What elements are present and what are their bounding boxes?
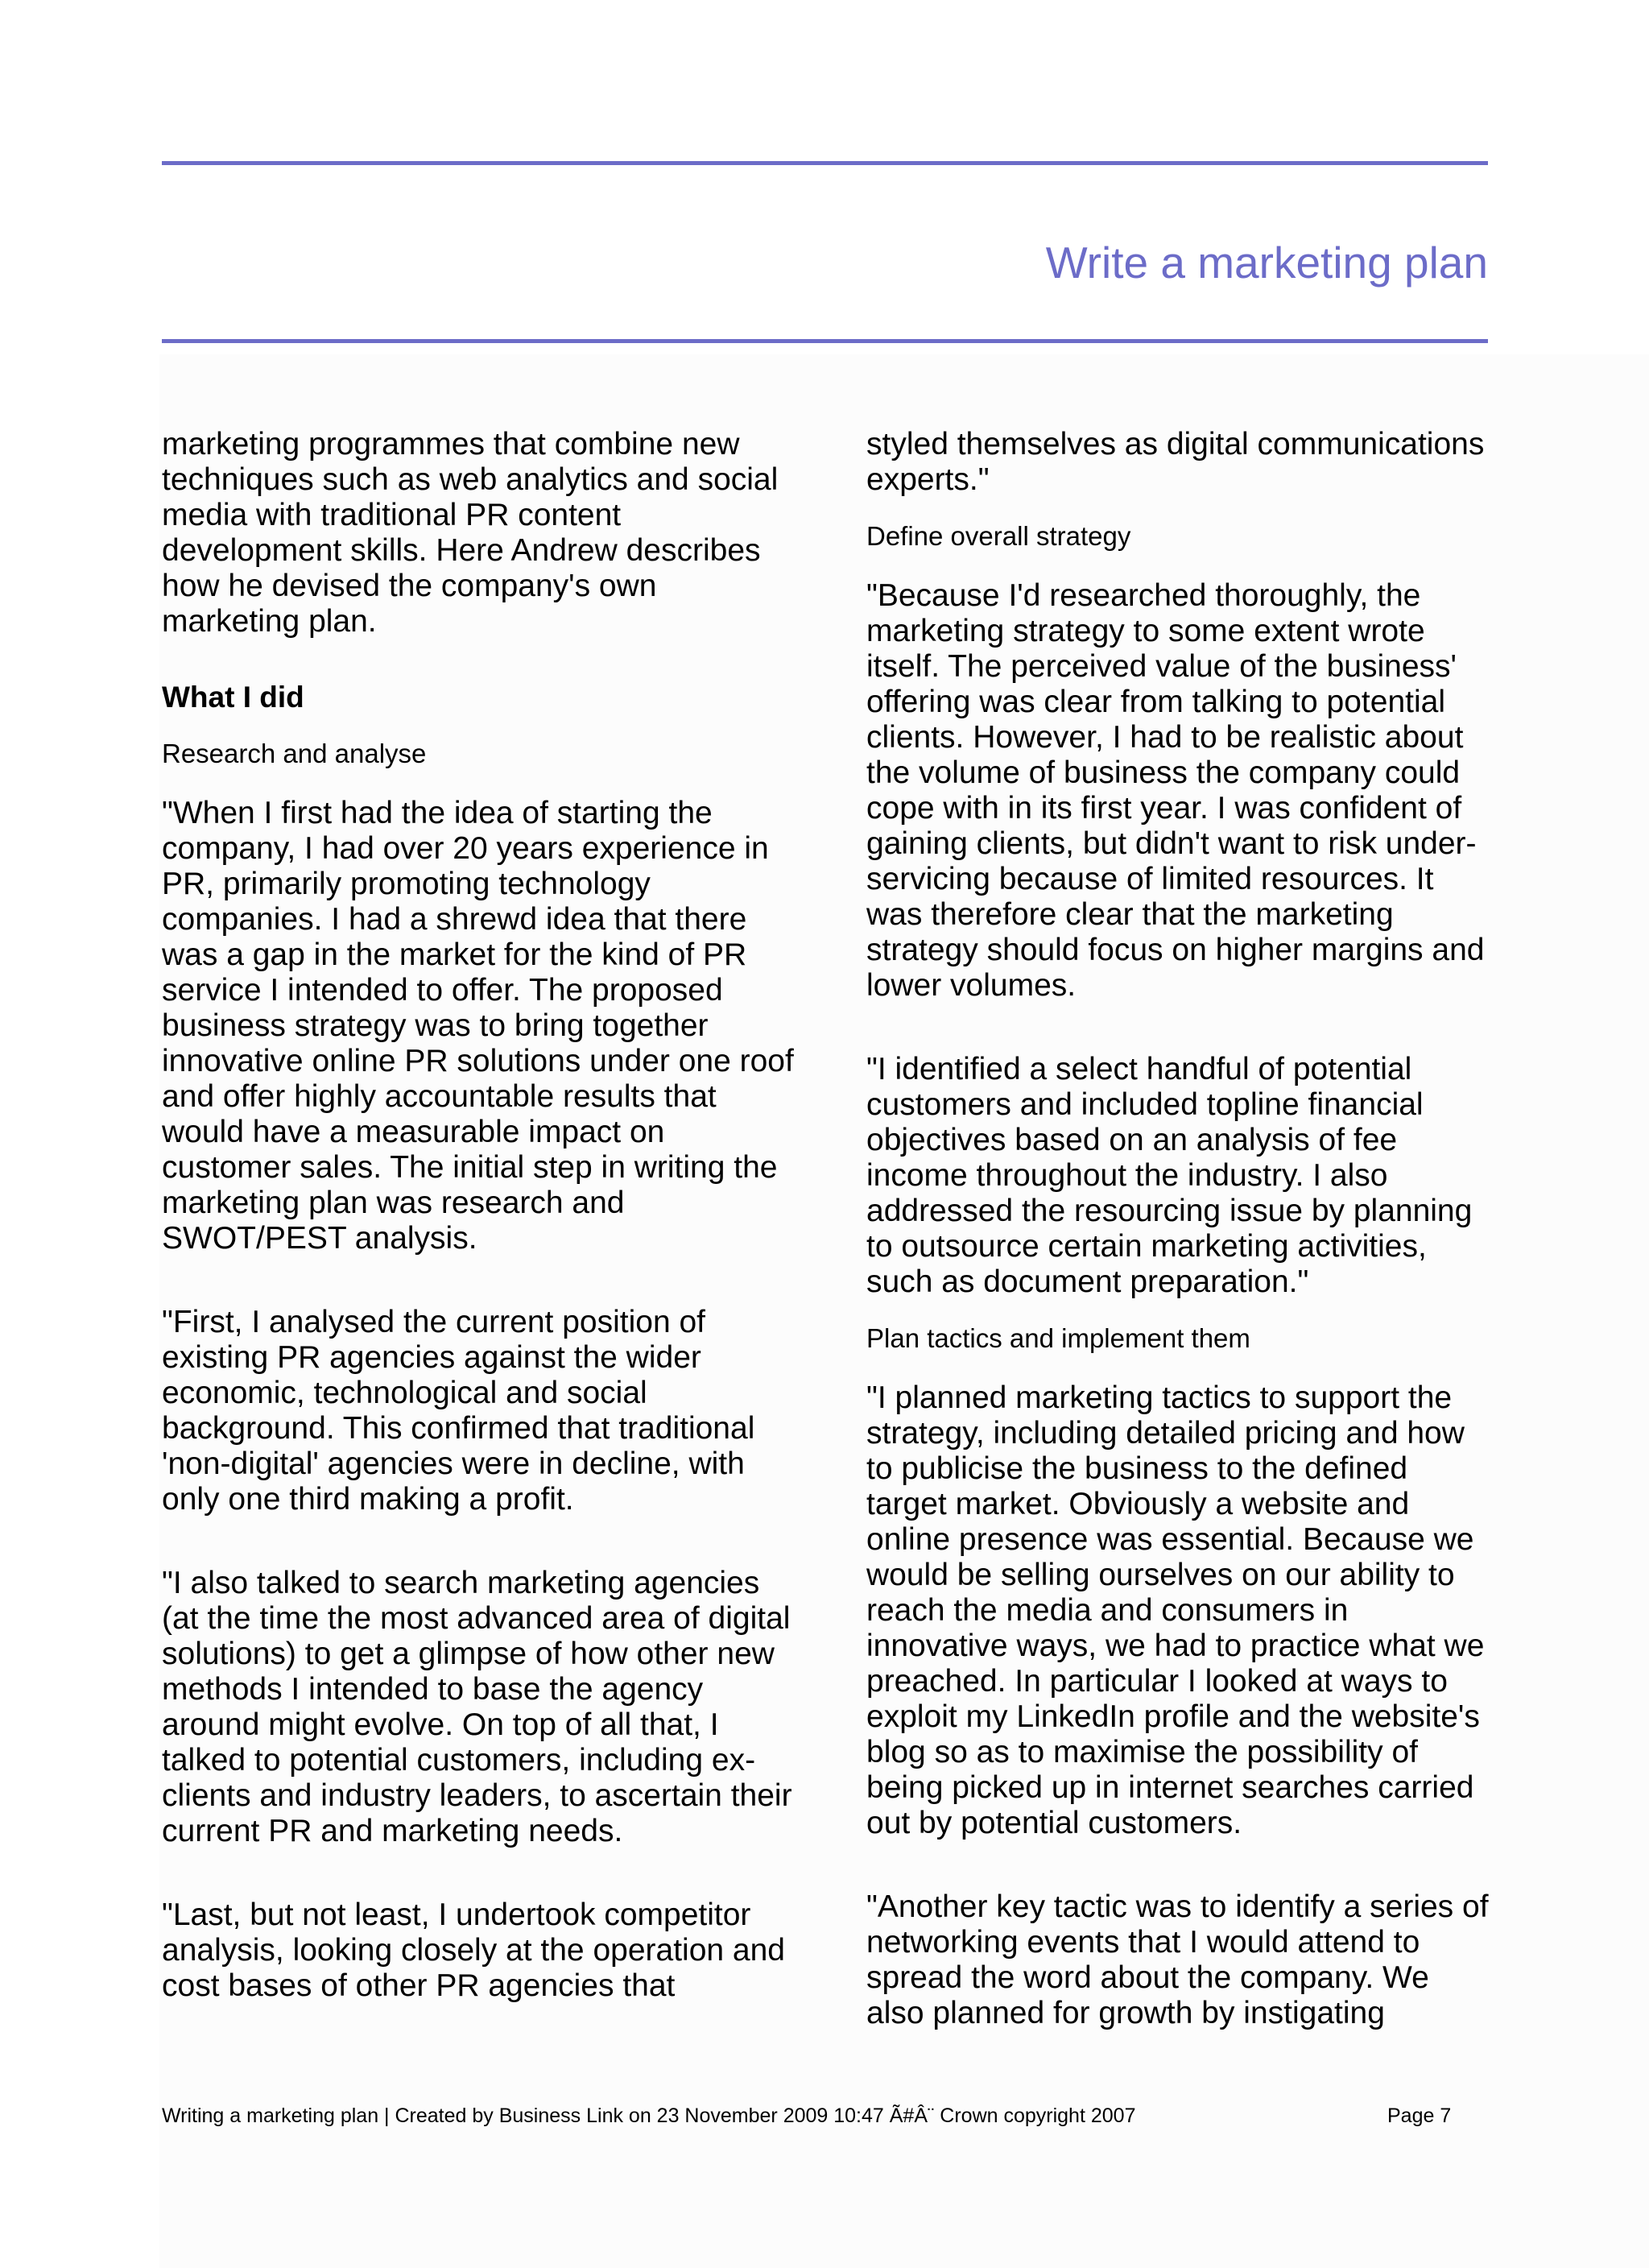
body-paragraph: "First, I analysed the current position of existing PR agencies against the wider economic, technological and social background. This confirmed that traditional 'non-digital' agencies were in decline, with only one third making a profit.: [162, 1305, 755, 1517]
subheading-strategy: Define overall strategy: [866, 521, 1131, 551]
left-column: [162, 427, 798, 2004]
header-rule-bottom: [162, 339, 1488, 343]
body-paragraph: "I planned marketing tactics to support the strategy, including detailed pricing and how to publicise the business to the defined target market. Obviously a website and online presence was essential. Because we would be selling ourselves on our ability to reach the media and consumers in innovative ways, we had to practice what we preached. In particular I looked at ways to exploit my LinkedIn profile and the website's blog so as to maximise the possibility of being picked up in internet searches carried out by potential customers.: [866, 1380, 1485, 1840]
page-number: Page 7: [1387, 2105, 1452, 2127]
continuation-paragraph: styled themselves as digital communications experts.": [866, 427, 1485, 497]
body-paragraph: "Another key tactic was to identify a series of networking events that I would attend to spread the word about the company. We also planned for growth by instigating: [866, 1889, 1489, 2030]
body-paragraph: "I also talked to search marketing agencies (at the time the most advanced area of digital solutions) to get a glimpse of how other new methods I intended to base the agency around might evolve. On top of all that, I talked to potential customers, including ex-clients and industry leaders, to ascertain their current PR and marketing needs.: [162, 1566, 792, 1848]
section-heading: What I did: [162, 681, 304, 714]
body-paragraph: "Because I'd researched thoroughly, the marketing strategy to some extent wrote itself. The perceived value of the business' offering was clear from talking to potential clients. However, I had to be realistic about the volume of business the company could cope with in its first year. I was confident of gaining clients, but didn't want to risk under-servicing because of limited resources. It was therefore clear that the marketing strategy should focus on higher margins and lower volumes.: [866, 578, 1485, 1003]
header-rule-top: [162, 161, 1488, 165]
body-paragraph: "Last, but not least, I undertook competitor analysis, looking closely at the operation and cost bases of other PR agencies that: [162, 1898, 785, 2003]
footer-text: Writing a marketing plan | Created by Business Link on 23 November 2009 10:47 Ã#Â¨ Crown copyright 2007: [162, 2105, 1136, 2127]
body-paragraph: "I identified a select handful of potential customers and included topline financial objectives based on an analysis of fee income throughout the industry. I also addressed the resourcing issue by planning to outsource certain marketing activities, such as document preparation.": [866, 1052, 1473, 1299]
body-paragraph: "When I first had the idea of starting the company, I had over 20 years experience in PR, primarily promoting technology companies. I had a shrewd idea that there was a gap in the market for the kind of PR service I intended to offer. The proposed business strategy was to bring together innovative online PR solutions under one roof and offer highly accountable results that would have a measurable impact on customer sales. The initial step in writing the marketing plan was research and SWOT/PEST analysis.: [162, 796, 794, 1256]
right-column: [866, 427, 1494, 2031]
intro-paragraph: marketing programmes that combine new techniques such as web analytics and social media with traditional PR content development skills. Here Andrew describes how he devised the company's own marketing plan.: [162, 427, 779, 639]
subheading-research: Research and analyse: [162, 739, 427, 768]
subheading-tactics: Plan tactics and implement them: [866, 1323, 1250, 1353]
page-title: Write a marketing plan: [1045, 238, 1488, 288]
